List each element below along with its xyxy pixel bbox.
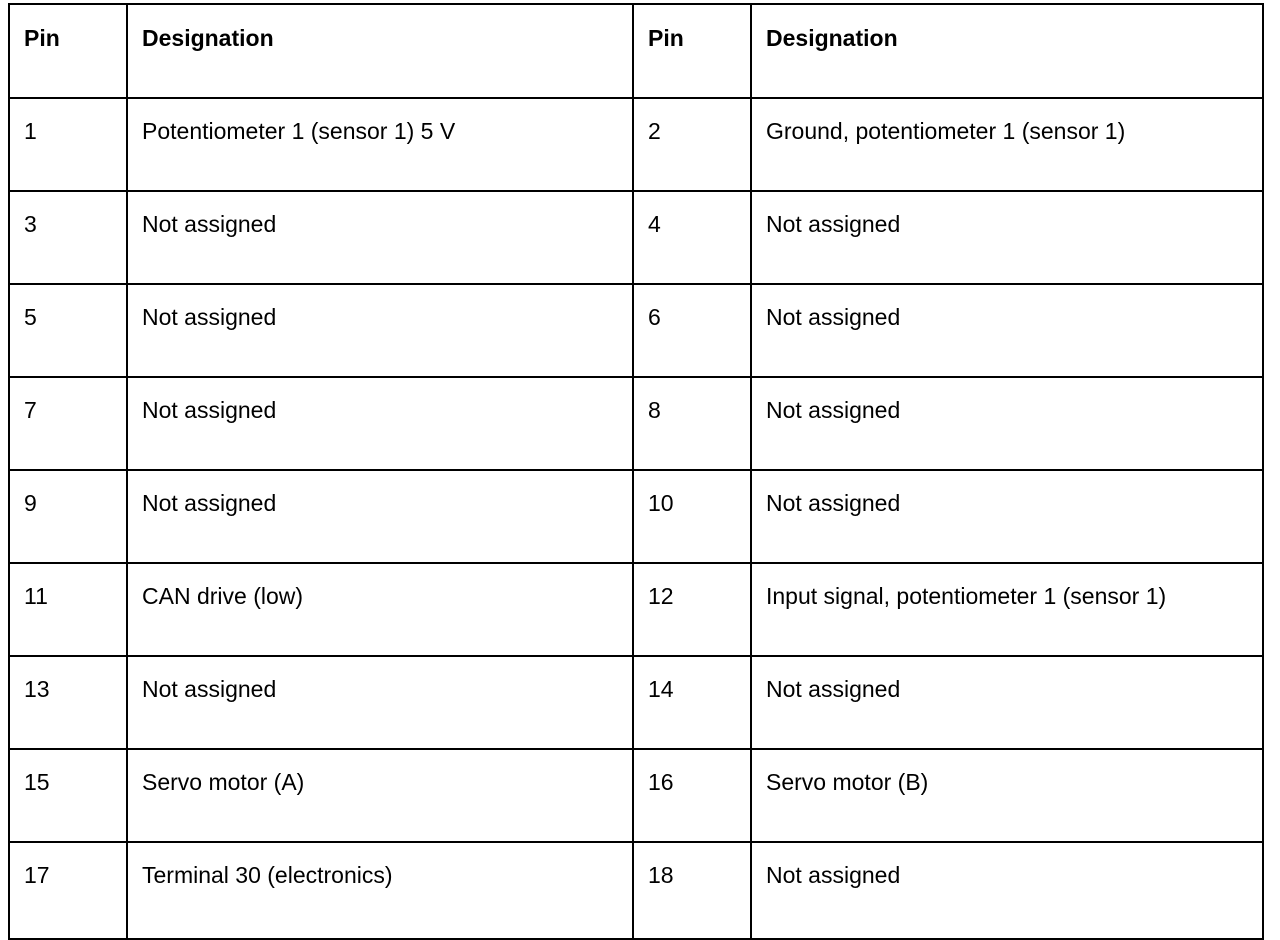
designation-cell: Potentiometer 1 (sensor 1) 5 V [127,98,633,191]
designation-cell: Not assigned [751,656,1263,749]
designation-cell: Terminal 30 (electronics) [127,842,633,939]
table-row [9,656,1263,749]
table-row [9,749,1263,842]
pin-cell: 5 [9,284,127,377]
designation-cell: Not assigned [751,470,1263,563]
pin-cell: 10 [633,470,751,563]
pin-cell: 16 [633,749,751,842]
pin-cell: 13 [9,656,127,749]
designation-cell: Not assigned [751,284,1263,377]
designation-cell: Not assigned [751,377,1263,470]
table-header [9,4,1263,98]
designation-cell: Not assigned [127,656,633,749]
pin-assignment-table [8,3,1264,940]
pin-cell: 15 [9,749,127,842]
designation-cell: Not assigned [127,470,633,563]
pin-cell: 3 [9,191,127,284]
pin-cell: 7 [9,377,127,470]
pin-cell: 8 [633,377,751,470]
designation-cell: Ground, potentiometer 1 (sensor 1) [751,98,1263,191]
table-row [9,191,1263,284]
table-row [9,284,1263,377]
designation-cell: Servo motor (A) [127,749,633,842]
pin-cell: 4 [633,191,751,284]
designation-cell: Not assigned [751,842,1263,939]
designation-cell: Input signal, potentiometer 1 (sensor 1) [751,563,1263,656]
pin-cell: 11 [9,563,127,656]
pin-cell: 18 [633,842,751,939]
table-row [9,563,1263,656]
table-row [9,842,1263,939]
designation-cell: Not assigned [751,191,1263,284]
table-row [9,98,1263,191]
header-designation-left: Designation [127,4,633,98]
table-row [9,470,1263,563]
designation-cell: Not assigned [127,284,633,377]
pin-cell: 2 [633,98,751,191]
pin-cell: 6 [633,284,751,377]
header-pin-left: Pin [9,4,127,98]
designation-cell: Not assigned [127,377,633,470]
designation-cell: Servo motor (B) [751,749,1263,842]
header-pin-right: Pin [633,4,751,98]
pin-cell: 17 [9,842,127,939]
designation-cell: Not assigned [127,191,633,284]
header-row [9,4,1263,98]
designation-cell: CAN drive (low) [127,563,633,656]
pin-cell: 12 [633,563,751,656]
pin-cell: 14 [633,656,751,749]
table-body [9,98,1263,939]
pin-cell: 9 [9,470,127,563]
pin-cell: 1 [9,98,127,191]
header-designation-right: Designation [751,4,1263,98]
table-row [9,377,1263,470]
